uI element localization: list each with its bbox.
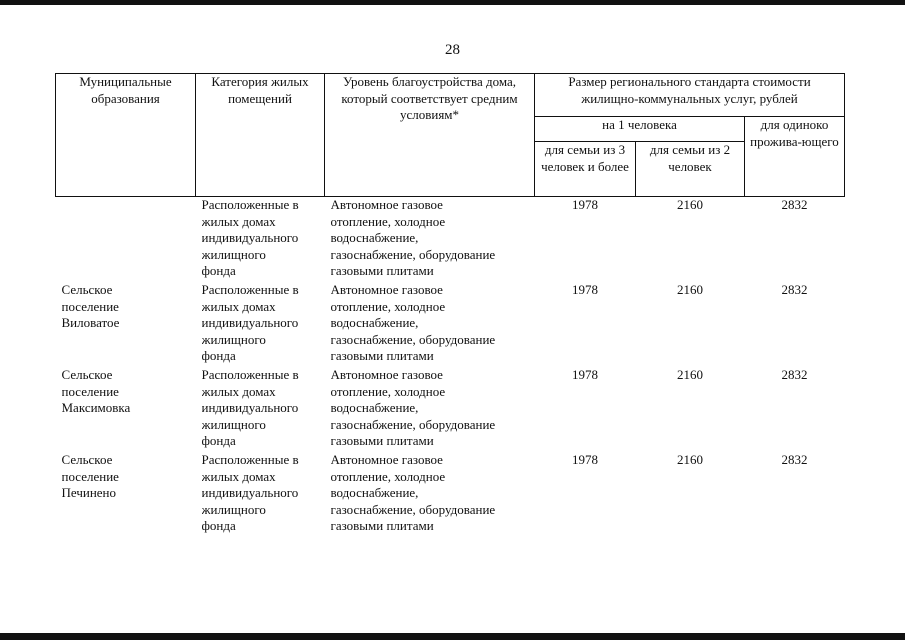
header-level: Уровень благоустройства дома, который соответствует средним условиям* bbox=[325, 74, 535, 197]
bottom-scan-border bbox=[0, 633, 905, 640]
cell-municipality: Сельское поселение Печинено bbox=[61, 452, 119, 500]
cell-category: Расположенные в жилых домах индивидуального жилищного фонда bbox=[201, 452, 299, 533]
table-row bbox=[56, 282, 845, 367]
cell-single: 2832 bbox=[781, 452, 808, 467]
table-row bbox=[56, 367, 845, 452]
cell-category: Расположенные в жилых домах индивидуального жилищного фонда bbox=[201, 197, 299, 278]
cell-single: 2832 bbox=[781, 197, 808, 212]
cell-family-3: 1978 bbox=[572, 367, 598, 382]
cell-single: 2832 bbox=[781, 282, 808, 297]
table-row bbox=[56, 197, 845, 283]
cell-level: Автономное газовое отопление, холодное водоснабжение, газоснабжение, оборудование газовыми плитами bbox=[330, 367, 496, 448]
cell-level: Автономное газовое отопление, холодное водоснабжение, газоснабжение, оборудование газовыми плитами bbox=[330, 282, 496, 363]
housing-standard-table bbox=[55, 73, 845, 537]
header-municipality: Муниципальные образования bbox=[56, 74, 196, 197]
page-number: 28 bbox=[445, 42, 460, 58]
header-standard-size: Размер регионального стандарта стоимости жилищно-коммунальных услуг, рублей bbox=[535, 74, 845, 117]
top-scan-border bbox=[0, 0, 905, 5]
cell-family-3: 1978 bbox=[572, 282, 598, 297]
header-per-person: на 1 человека bbox=[535, 117, 745, 142]
cell-category: Расположенные в жилых домах индивидуального жилищного фонда bbox=[201, 367, 299, 448]
header-family-2: для семьи из 2 человек bbox=[636, 142, 745, 197]
cell-family-3: 1978 bbox=[572, 197, 598, 212]
cell-single: 2832 bbox=[781, 367, 808, 382]
header-category: Категория жилых помещений bbox=[196, 74, 325, 197]
table-row bbox=[56, 452, 845, 537]
cell-category: Расположенные в жилых домах индивидуального жилищного фонда bbox=[201, 282, 299, 363]
cell-family-2: 2160 bbox=[677, 367, 703, 382]
cell-municipality: Сельское поселение Максимовка bbox=[61, 367, 131, 415]
cell-municipality bbox=[62, 197, 192, 282]
cell-level: Автономное газовое отопление, холодное водоснабжение, газоснабжение, оборудование газовыми плитами bbox=[330, 452, 496, 533]
header-family-3: для семьи из 3 человек и более bbox=[535, 142, 636, 197]
cell-family-3: 1978 bbox=[572, 452, 598, 467]
cell-family-2: 2160 bbox=[677, 452, 703, 467]
cell-level: Автономное газовое отопление, холодное водоснабжение, газоснабжение, оборудование газовыми плитами bbox=[330, 197, 496, 278]
cell-family-2: 2160 bbox=[677, 282, 703, 297]
cell-family-2: 2160 bbox=[677, 197, 703, 212]
cell-municipality: Сельское поселение Виловатое bbox=[61, 282, 120, 330]
header-single: для одиноко прожива-ющего bbox=[745, 117, 845, 197]
